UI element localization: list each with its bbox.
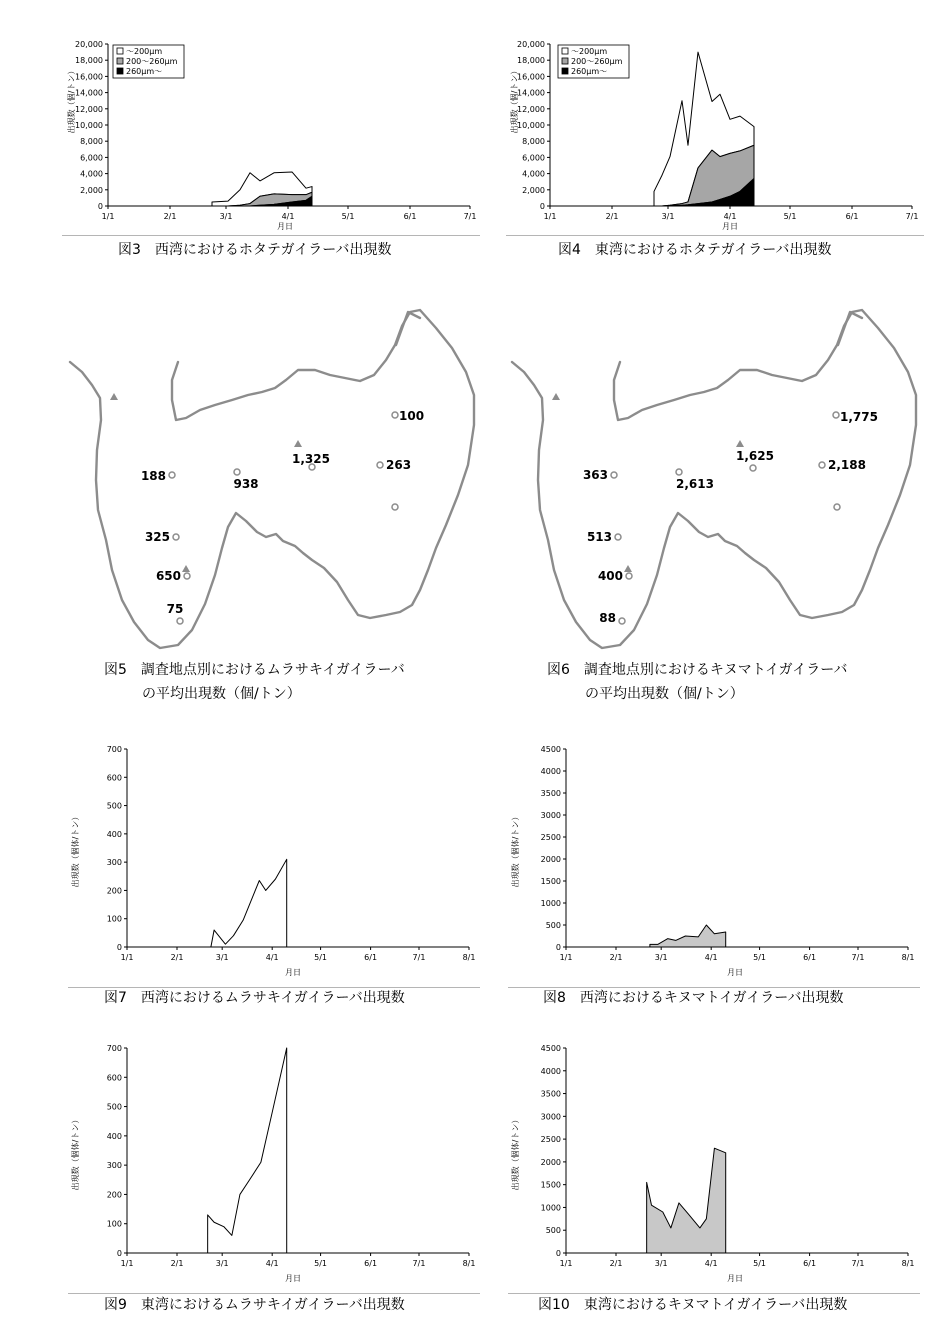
fig5-station-marker <box>173 534 179 540</box>
fig6-station-marker <box>676 469 682 475</box>
fig8-y-tick-label: 3000 <box>540 811 561 820</box>
fig3-y-tick-label: 4,000 <box>80 169 103 179</box>
fig6-triangle-marker <box>624 565 632 572</box>
fig5-coastline <box>70 310 474 648</box>
fig7-y-tick-label: 200 <box>106 886 122 896</box>
fig4-x-tick-label: 1/1 <box>543 212 557 221</box>
fig8-x-axis-title: 月日 <box>727 968 743 977</box>
fig7-y-axis-title: 出現数（個体/トン） <box>71 812 80 888</box>
fig4-legend-swatch-mid <box>562 58 568 64</box>
fig3-x-tick-label: 3/1 <box>219 212 233 221</box>
fig3-y-tick-label: 14,000 <box>75 88 103 98</box>
fig3-y-tick-label: 0 <box>97 202 103 211</box>
fig10-x-tick-label: 2/1 <box>609 1259 623 1268</box>
fig10-y-tick-label: 2000 <box>540 1157 561 1167</box>
fig4-y-tick-label: 16,000 <box>517 72 545 82</box>
fig10-y-tick-label: 3500 <box>540 1089 561 1099</box>
fig9-y-tick-label: 300 <box>106 1161 122 1171</box>
fig7-x-axis-title: 月日 <box>285 968 301 977</box>
fig3-x-tick-label: 2/1 <box>163 212 177 221</box>
fig3-y-tick-label: 10,000 <box>75 121 103 130</box>
fig8-x-tick-label: 1/1 <box>559 953 573 962</box>
fig9-x-tick-label: 4/1 <box>265 1259 279 1268</box>
fig4-caption-rule <box>506 235 924 236</box>
fig4-legend-swatch-small <box>562 48 568 54</box>
fig10-caption-rule <box>508 1293 920 1294</box>
fig4-y-tick-label: 14,000 <box>517 88 545 98</box>
fig10-caption: 図10 東湾におけるキヌマトイガイラーバ出現数 <box>538 1297 848 1313</box>
fig7-line-series <box>211 859 287 947</box>
fig8-x-tick-label: 2/1 <box>609 953 623 962</box>
fig6-triangle-marker <box>736 440 744 447</box>
fig3-caption-rule <box>62 235 480 236</box>
fig3-legend-swatch-small <box>117 48 123 54</box>
fig6-map <box>512 310 916 648</box>
fig3-y-tick-label: 6,000 <box>80 153 103 163</box>
fig4-y-tick-label: 2,000 <box>522 185 545 195</box>
fig6-station-label: 2,613 <box>676 477 714 491</box>
fig10-y-tick-label: 1500 <box>540 1180 561 1190</box>
fig4-legend <box>558 45 629 78</box>
fig6-station-label: 2,188 <box>828 458 866 472</box>
fig9-y-tick-label: 200 <box>106 1190 122 1200</box>
fig10-x-tick-label: 3/1 <box>654 1259 668 1268</box>
fig9-x-tick-label: 5/1 <box>314 1259 328 1268</box>
fig6-station-marker <box>626 573 632 579</box>
fig4-x-tick-label: 2/1 <box>605 212 619 221</box>
fig5-station-marker <box>184 573 190 579</box>
fig8-x-tick-label: 4/1 <box>704 953 718 962</box>
fig3-x-tick-label: 1/1 <box>101 212 115 221</box>
fig6-triangle-marker <box>552 393 560 400</box>
fig3-x-axis-title: 月日 <box>277 222 293 231</box>
fig8-y-tick-label: 2500 <box>540 833 561 842</box>
fig3-y-tick-label: 20,000 <box>75 40 103 49</box>
fig4-y-tick-label: 10,000 <box>517 121 545 130</box>
fig4-legend-swatch-large <box>562 68 568 74</box>
fig10-y-tick-label: 2500 <box>540 1135 561 1145</box>
fig4-y-tick-label: 0 <box>539 202 545 211</box>
fig4-x-tick-label: 7/1 <box>905 212 919 221</box>
fig9-x-axis-title: 月日 <box>285 1274 301 1283</box>
fig3-y-axis-title: 出現数（個/トン） <box>67 66 76 134</box>
fig7-x-tick-label: 3/1 <box>215 953 229 962</box>
fig10-x-tick-label: 5/1 <box>753 1259 767 1268</box>
fig4-y-tick-label: 12,000 <box>517 104 545 114</box>
fig8-area-series <box>650 925 726 947</box>
fig10-x-tick-label: 8/1 <box>901 1259 915 1268</box>
fig9-x-tick-label: 3/1 <box>215 1259 229 1268</box>
fig5-station-label: 263 <box>386 458 412 472</box>
fig9-y-tick-label: 500 <box>106 1102 122 1112</box>
fig6-station-marker <box>833 412 839 418</box>
fig6-caption-line1: 図6 調査地点別におけるキヌマトイガイラーバ <box>547 662 848 678</box>
fig3-plot <box>66 40 476 231</box>
fig8-y-axis-title: 出現数（個体/トン） <box>511 812 520 888</box>
fig6-station-label: 1,625 <box>736 449 774 463</box>
fig3-caption: 図3 西湾におけるホタテガイラーバ出現数 <box>118 242 392 258</box>
fig6-station-marker <box>615 534 621 540</box>
fig8-y-tick-label: 2000 <box>540 855 561 864</box>
fig9-x-tick-label: 2/1 <box>170 1259 184 1268</box>
fig10-y-axis-title: 出現数（個体/トン） <box>511 1115 520 1191</box>
fig5-station-label: 650 <box>155 569 181 583</box>
fig10-x-tick-label: 4/1 <box>704 1259 718 1268</box>
fig5-station-marker <box>392 504 398 510</box>
fig5-caption-line2: の平均出現数（個/トン） <box>142 686 301 702</box>
fig3-legend-swatch-large <box>117 68 123 74</box>
fig9-x-tick-label: 1/1 <box>120 1259 134 1268</box>
fig9-x-tick-label: 8/1 <box>462 1259 476 1268</box>
fig3-legend-label-mid: 200～260μm <box>126 57 178 66</box>
fig10-y-tick-label: 500 <box>545 1226 561 1236</box>
fig4-x-tick-label: 4/1 <box>723 212 737 221</box>
fig8-x-tick-label: 6/1 <box>803 953 817 962</box>
fig4-x-axis-title: 月日 <box>722 222 738 231</box>
fig10-area-series <box>647 1148 726 1253</box>
fig5-triangle-marker <box>294 440 302 447</box>
fig4-y-tick-label: 20,000 <box>517 40 545 49</box>
fig10-x-tick-label: 6/1 <box>803 1259 817 1268</box>
fig7-x-tick-label: 5/1 <box>314 953 328 962</box>
fig7-x-tick-label: 4/1 <box>265 953 279 962</box>
fig9-y-tick-label: 400 <box>106 1131 122 1141</box>
fig3-y-tick-label: 2,000 <box>80 185 103 195</box>
fig3-x-tick-label: 4/1 <box>281 212 295 221</box>
fig5-station-label: 1,325 <box>292 452 330 466</box>
fig7-y-tick-label: 0 <box>116 943 122 952</box>
fig6-station-marker <box>750 465 756 471</box>
fig7-y-tick-label: 700 <box>106 745 122 754</box>
fig6-station-label: 363 <box>582 468 608 482</box>
fig5-station-label: 75 <box>166 602 184 616</box>
fig8-x-tick-label: 7/1 <box>851 953 865 962</box>
fig6-station-marker <box>619 618 625 624</box>
fig4-x-tick-label: 6/1 <box>845 212 859 221</box>
fig4-caption: 図4 東湾におけるホタテガイラーバ出現数 <box>558 242 832 258</box>
fig3-legend-label-small: ～200μm <box>126 47 163 56</box>
fig4-y-axis-title: 出現数（個/トン） <box>510 66 519 134</box>
fig10-y-tick-label: 1000 <box>540 1203 561 1213</box>
fig3-legend-swatch-mid <box>117 58 123 64</box>
fig8-y-tick-label: 1500 <box>540 877 561 886</box>
fig6-station-label: 1,775 <box>840 410 878 424</box>
fig9-x-tick-label: 6/1 <box>364 1259 378 1268</box>
fig6-station-marker <box>819 462 825 468</box>
fig6-station-marker <box>611 472 617 478</box>
fig10-x-tick-label: 7/1 <box>851 1259 865 1268</box>
fig4-x-tick-label: 3/1 <box>661 212 675 221</box>
fig7-plot <box>70 745 475 977</box>
fig6-coastline <box>512 310 916 648</box>
fig5-station-marker <box>234 469 240 475</box>
fig8-y-tick-label: 4000 <box>540 767 561 776</box>
fig8-caption: 図8 西湾におけるキヌマトイガイラーバ出現数 <box>543 990 844 1006</box>
fig9-caption: 図9 東湾におけるムラサキイガイラーバ出現数 <box>104 1297 405 1313</box>
fig8-x-tick-label: 5/1 <box>753 953 767 962</box>
fig9-caption-rule <box>68 1293 480 1294</box>
fig5-caption-line1: 図5 調査地点別におけるムラサキイガイラーバ <box>104 662 405 678</box>
fig7-x-tick-label: 7/1 <box>412 953 426 962</box>
fig9-y-tick-label: 100 <box>106 1219 122 1229</box>
fig9-y-tick-label: 600 <box>106 1073 122 1083</box>
fig5-station-label: 325 <box>144 530 170 544</box>
fig7-caption: 図7 西湾におけるムラサキイガイラーバ出現数 <box>104 990 405 1006</box>
fig8-y-tick-label: 0 <box>555 943 561 952</box>
fig4-x-tick-label: 5/1 <box>783 212 797 221</box>
fig8-plot <box>510 745 914 977</box>
fig3-x-tick-label: 7/1 <box>463 212 477 221</box>
fig4-y-tick-label: 4,000 <box>522 169 545 179</box>
fig4-y-tick-label: 18,000 <box>517 56 545 66</box>
fig7-x-tick-label: 1/1 <box>120 953 134 962</box>
fig4-legend-label-mid: 200～260μm <box>571 57 623 66</box>
fig7-x-tick-label: 8/1 <box>462 953 476 962</box>
fig8-y-tick-label: 1000 <box>540 899 561 908</box>
fig3-y-tick-label: 8,000 <box>80 137 103 147</box>
fig9-plot <box>70 1044 475 1283</box>
fig7-y-tick-label: 500 <box>106 801 122 811</box>
fig9-y-tick-label: 0 <box>116 1249 122 1258</box>
fig5-station-marker <box>392 412 398 418</box>
fig9-y-tick-label: 700 <box>106 1044 122 1053</box>
fig9-x-tick-label: 7/1 <box>412 1259 426 1268</box>
fig5-map <box>70 310 474 648</box>
fig3-x-tick-label: 6/1 <box>403 212 417 221</box>
fig3-y-tick-label: 12,000 <box>75 104 103 114</box>
fig5-station-label: 938 <box>233 477 259 491</box>
fig7-y-tick-label: 600 <box>106 773 122 783</box>
fig10-x-axis-title: 月日 <box>727 1274 743 1283</box>
fig10-x-tick-label: 1/1 <box>559 1259 573 1268</box>
fig4-plot <box>509 40 918 231</box>
fig8-x-tick-label: 8/1 <box>901 953 915 962</box>
fig7-x-tick-label: 6/1 <box>364 953 378 962</box>
fig5-station-marker <box>177 618 183 624</box>
fig8-y-tick-label: 3500 <box>540 789 561 798</box>
fig10-y-tick-label: 4500 <box>540 1044 561 1053</box>
fig6-station-label: 400 <box>597 569 623 583</box>
fig3-y-tick-label: 16,000 <box>75 72 103 82</box>
fig10-y-tick-label: 3000 <box>540 1112 561 1122</box>
fig5-station-marker <box>377 462 383 468</box>
fig5-triangle-marker <box>182 565 190 572</box>
fig8-y-tick-label: 500 <box>545 921 561 930</box>
fig7-x-tick-label: 2/1 <box>170 953 184 962</box>
fig8-x-tick-label: 3/1 <box>654 953 668 962</box>
fig6-station-label: 513 <box>586 530 612 544</box>
fig4-legend-label-small: ～200μm <box>571 47 608 56</box>
fig9-y-axis-title: 出現数（個体/トン） <box>71 1115 80 1191</box>
fig10-y-tick-label: 4000 <box>540 1066 561 1076</box>
fig3-y-tick-label: 18,000 <box>75 56 103 66</box>
fig3-legend-label-large: 260μm～ <box>126 67 163 76</box>
fig4-legend-label-large: 260μm～ <box>571 67 608 76</box>
fig7-y-tick-label: 100 <box>106 914 122 924</box>
fig3-legend <box>113 45 184 78</box>
fig3-x-tick-label: 5/1 <box>341 212 355 221</box>
fig5-station-label: 188 <box>140 469 166 483</box>
fig5-station-label: 100 <box>399 409 425 423</box>
fig6-caption-line2: の平均出現数（個/トン） <box>585 686 744 702</box>
fig9-line-series <box>208 1048 287 1253</box>
fig7-y-tick-label: 400 <box>106 829 122 839</box>
fig7-y-tick-label: 300 <box>106 858 122 868</box>
fig5-station-marker <box>169 472 175 478</box>
fig4-y-tick-label: 6,000 <box>522 153 545 163</box>
fig8-y-tick-label: 4500 <box>540 745 561 754</box>
fig6-station-label: 88 <box>599 611 616 625</box>
fig4-y-tick-label: 8,000 <box>522 137 545 147</box>
fig10-y-tick-label: 0 <box>555 1249 561 1258</box>
fig5-triangle-marker <box>110 393 118 400</box>
fig10-plot <box>510 1044 914 1283</box>
fig6-station-marker <box>834 504 840 510</box>
